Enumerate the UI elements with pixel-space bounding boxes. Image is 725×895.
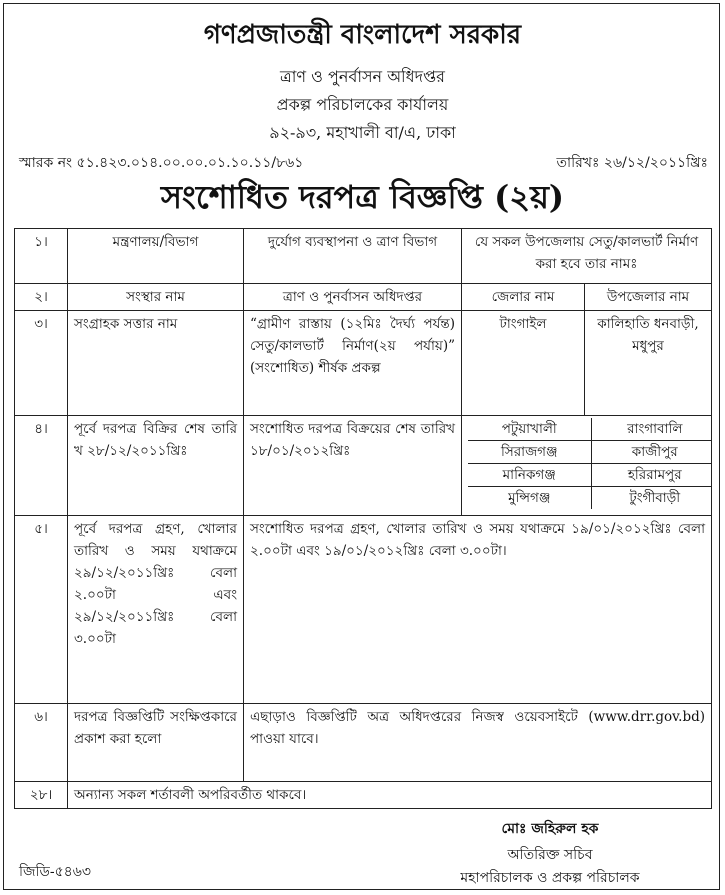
previous-sale-deadline: পূর্বে দরপত্র বিক্রির শেষ তারি খ ২৮/১২/২০১১খ্রিঃ (68, 416, 244, 516)
revised-sale-deadline: সংশোধিত দরপত্র বিক্রয়ের শেষ তারিখ ১৮/০১/২০১২খ্রিঃ (244, 416, 462, 516)
ministry-label: মন্ত্রণালয়/বিভাগ (68, 229, 244, 284)
district-name: সিরাজগঞ্জ (468, 441, 591, 464)
district-column-header: জেলার নাম (462, 284, 585, 311)
office-name: প্রকল্প পরিচালকের কার্যালয় (276, 95, 449, 114)
district-name: মানিকগঞ্জ (468, 464, 591, 487)
signer-title: অতিরিক্ত সচিব (507, 847, 593, 863)
upazila-name: কাজীপুর (591, 441, 712, 464)
ministry-value: দুর্যোগ ব্যবস্থাপনা ও ত্রাণ বিভাগ (244, 229, 462, 284)
upazila-name: রাংগাবালি (591, 418, 712, 441)
gd-number: জিডি-৫৪৬৩ (19, 864, 91, 880)
signer-name: মোঃ জহিরুল হক (501, 821, 599, 837)
government-name: গণপ্রজাতন্ত্রী বাংলাদেশ সরকার (203, 20, 522, 50)
signer-office: মহাপরিচালক ও প্রকল্প পরিচালক (460, 870, 640, 886)
list-item (468, 464, 712, 487)
table-row (15, 229, 712, 284)
list-item (468, 487, 712, 510)
upazila-name: টুংগীবাড়ী (629, 490, 681, 506)
row-number: ৫। (15, 516, 68, 704)
agency-label: সংস্থার নাম (68, 284, 244, 311)
upazila-list-caption: যে সকল উপজেলায় সেতু/কালভার্ট নির্মাণ করা হবে তার নামঃ (462, 229, 712, 284)
upazila-name: কালিহাতি ধনবাড়ী, মধুপুর (585, 311, 712, 416)
table-row (15, 284, 712, 311)
row-number: ২। (15, 284, 68, 311)
memo-date: তারিখঃ ২৬/১২/২০১১খ্রিঃ (556, 155, 708, 171)
notice-title: সংশোধিত দরপত্র বিজ্ঞপ্তি (২য়) (160, 178, 565, 216)
procuring-entity-label: সংগ্রাহক সত্তার নাম (68, 311, 244, 416)
table-row (15, 416, 712, 516)
district-name: মুন্সিগঞ্জ (468, 487, 591, 510)
tender-table (14, 228, 712, 809)
table-row (15, 516, 712, 704)
office-address: ৯২-৯৩, মহাখালী বা/এ, ঢাকা (269, 123, 456, 142)
list-item (468, 418, 712, 441)
row-number: ৬। (15, 704, 68, 782)
conditions-note: অন্যান্য সকল শর্তাবলী অপরিবর্তীত থাকবে। (68, 782, 712, 809)
row-number: ১। (15, 229, 68, 284)
memo-number: স্মারক নং ৫১.৪২৩.০১৪.০০.০০.০১.১০.১১/৮৬১ (19, 155, 304, 171)
table-row (15, 704, 712, 782)
agency-value: ত্রাণ ও পুনর্বাসন অধিদপ্তর (244, 284, 462, 311)
row-number: ২৮। (15, 782, 68, 809)
publication-note: দরপত্র বিজ্ঞপ্তিটি সংক্ষিপ্তকারে প্রকাশ করা হলো (68, 704, 244, 782)
list-item (468, 441, 712, 464)
website-note: এছাড়াও বিজ্ঞপ্তিটি অত্র অধিদপ্তরের নিজস্ব ওয়েবসাইটে (www.drr.gov.bd) পাওয়া যাবে। (244, 704, 712, 782)
row-number: ৩। (15, 311, 68, 416)
location-list (462, 416, 712, 516)
district-name: টাংগাইল (462, 311, 585, 416)
revised-opening-schedule: সংশোধিত দরপত্র গ্রহণ, খোলার তারিখ ও সময় যথাক্রমে ১৯/০১/২০১২খ্রিঃ বেলা ২.০০টা এবং ১৯/০১/২০১২খ্রিঃ বেলা ৩.০০টা। (244, 516, 712, 704)
upazila-name: হরিরামপুর (591, 464, 712, 487)
district-name: পটুয়াখালী (468, 418, 591, 441)
table-row (15, 311, 712, 416)
department-name: ত্রাণ ও পুনর্বাসন অধিদপ্তর (280, 67, 445, 86)
upazila-column-header: উপজেলার নাম (585, 284, 712, 311)
location-table (468, 418, 712, 509)
table-row (15, 782, 712, 809)
row-number: ৪। (15, 416, 68, 516)
previous-opening-schedule: পূর্বে দরপত্র গ্রহণ, খোলার তারিখ ও সময় যথাক্রমে ২৯/১২/২০১১খ্রিঃ বেলা ২.০০টা এবং ২৯/১২/২০১১খ্রিঃ বেলা ৩.০০টা (68, 516, 244, 704)
procuring-entity-value: “গ্রামীণ রাস্তায় (১২মিঃ দৈর্ঘ্য পর্যন্ত) সেতু/কালভার্ট নির্মাণ(২য় পর্যায়)” (সংশোধিত) শীর্ষক প্রকল্প (244, 311, 462, 416)
